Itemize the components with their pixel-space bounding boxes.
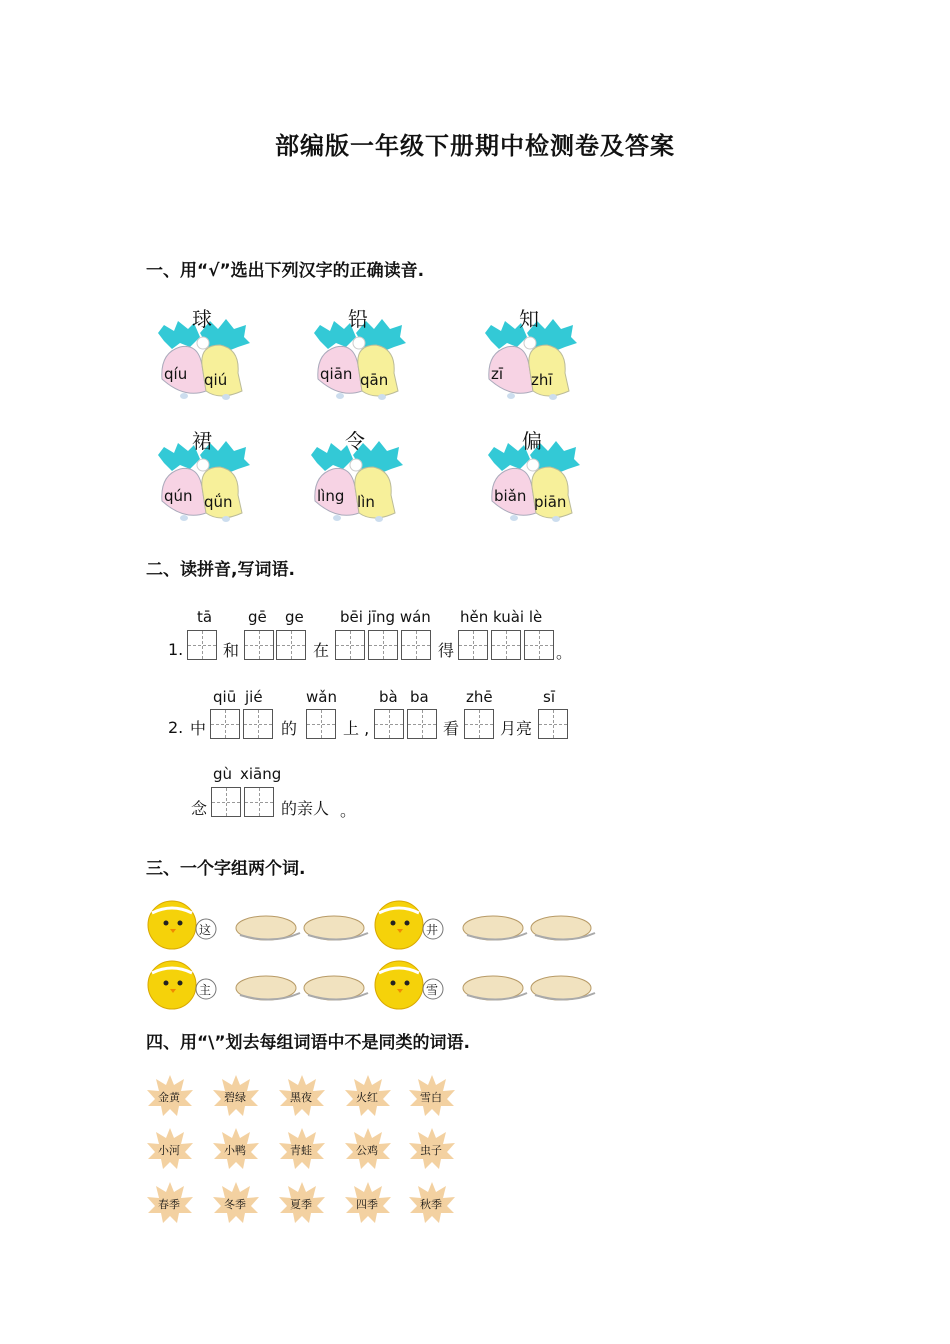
maple-leaf-word[interactable] bbox=[146, 1073, 198, 1121]
maple-leaf-word[interactable] bbox=[146, 1126, 198, 1174]
writing-box[interactable] bbox=[243, 709, 273, 739]
section1-heading: 一、用“√”选出下列汉字的正确读音. bbox=[146, 261, 425, 281]
pinyin: bēi jīng wán bbox=[340, 608, 431, 626]
bell-choice bbox=[480, 425, 600, 535]
maple-leaf-word[interactable] bbox=[212, 1126, 264, 1174]
bell-choice bbox=[150, 425, 270, 535]
writing-box[interactable] bbox=[524, 630, 554, 660]
pinyin: xiāng bbox=[240, 765, 282, 783]
word: 看 bbox=[443, 719, 460, 738]
word-label: 夏季 bbox=[290, 1198, 312, 1211]
word-label: 火红 bbox=[356, 1091, 378, 1104]
page-title: 部编版一年级下册期中检测卷及答案 bbox=[275, 132, 675, 160]
pinyin: ge bbox=[285, 608, 304, 626]
pinyin-option-a[interactable]: lìng bbox=[317, 487, 345, 505]
writing-box[interactable] bbox=[401, 630, 431, 660]
word: 。 bbox=[556, 643, 573, 662]
pinyin-option-b[interactable]: zhī bbox=[531, 371, 553, 389]
word: 的亲人 bbox=[281, 799, 330, 818]
word-label: 四季 bbox=[356, 1198, 378, 1211]
word: 的 bbox=[281, 719, 298, 738]
writing-box[interactable] bbox=[244, 630, 274, 660]
writing-box[interactable] bbox=[464, 709, 494, 739]
pinyin-option-a[interactable]: biǎn bbox=[494, 487, 527, 505]
maple-leaf-word[interactable] bbox=[344, 1073, 396, 1121]
writing-box[interactable] bbox=[368, 630, 398, 660]
word-label: 碧绿 bbox=[224, 1091, 246, 1104]
answer-seed-box[interactable] bbox=[459, 973, 525, 1003]
given-character: 雪 bbox=[426, 983, 439, 997]
chinese-character: 令 bbox=[345, 429, 365, 453]
word: 和 bbox=[223, 641, 240, 660]
pinyin: qiū bbox=[213, 688, 237, 706]
maple-leaf-word[interactable] bbox=[278, 1126, 330, 1174]
word: 得 bbox=[438, 641, 455, 660]
answer-seed-box[interactable] bbox=[232, 913, 298, 943]
bell-choice bbox=[306, 303, 426, 413]
word-label: 黑夜 bbox=[290, 1091, 312, 1104]
writing-box[interactable] bbox=[211, 787, 241, 817]
given-character: 主 bbox=[199, 983, 212, 997]
pinyin-option-a[interactable]: qiān bbox=[320, 365, 353, 383]
section4-heading: 四、用“\”划去每组词语中不是同类的词语. bbox=[146, 1033, 471, 1053]
word: 月亮 bbox=[500, 719, 533, 738]
answer-seed-box[interactable] bbox=[527, 973, 593, 1003]
pinyin-option-b[interactable]: lìn bbox=[357, 493, 375, 511]
pinyin-option-a[interactable]: qún bbox=[164, 487, 193, 505]
writing-box[interactable] bbox=[458, 630, 488, 660]
maple-leaf-word[interactable] bbox=[344, 1180, 396, 1228]
answer-seed-box[interactable] bbox=[527, 913, 593, 943]
pinyin: sī bbox=[543, 688, 555, 706]
maple-leaf-word[interactable] bbox=[408, 1126, 460, 1174]
word-label: 公鸡 bbox=[356, 1144, 378, 1157]
maple-leaf-word[interactable] bbox=[344, 1126, 396, 1174]
word-label: 雪白 bbox=[420, 1091, 442, 1104]
pinyin: hěn kuài lè bbox=[460, 608, 543, 626]
pinyin-option-b[interactable]: piān bbox=[534, 493, 567, 511]
pinyin-option-b[interactable]: qǘn bbox=[204, 493, 233, 511]
word-label: 青蛙 bbox=[290, 1144, 312, 1157]
section2-heading: 二、读拼音,写词语. bbox=[146, 560, 295, 580]
answer-seed-box[interactable] bbox=[232, 973, 298, 1003]
pinyin: ba bbox=[410, 688, 429, 706]
writing-box[interactable] bbox=[244, 787, 274, 817]
bell-choice bbox=[477, 303, 597, 413]
maple-leaf-word[interactable] bbox=[408, 1073, 460, 1121]
word: 念 bbox=[191, 799, 208, 818]
pinyin-option-a[interactable]: qíu bbox=[164, 365, 188, 383]
chick-icon bbox=[373, 955, 439, 1011]
chinese-character: 球 bbox=[192, 307, 212, 331]
pinyin: bà bbox=[379, 688, 398, 706]
given-character: 井 bbox=[426, 923, 439, 937]
writing-box[interactable] bbox=[276, 630, 306, 660]
chick-icon bbox=[146, 955, 212, 1011]
word-label: 虫子 bbox=[420, 1144, 442, 1157]
writing-box[interactable] bbox=[187, 630, 217, 660]
word: 上 , bbox=[343, 719, 370, 738]
word: 在 bbox=[313, 641, 330, 660]
maple-leaf-word[interactable] bbox=[278, 1073, 330, 1121]
maple-leaf-word[interactable] bbox=[146, 1180, 198, 1228]
word-label: 冬季 bbox=[224, 1198, 246, 1211]
given-character: 这 bbox=[199, 923, 212, 937]
pinyin: gù bbox=[213, 765, 233, 783]
word-label: 小鸭 bbox=[224, 1144, 246, 1157]
chick-icon bbox=[146, 895, 212, 951]
pinyin: zhē bbox=[466, 688, 493, 706]
pinyin: gē bbox=[248, 608, 267, 626]
maple-leaf-word[interactable] bbox=[278, 1180, 330, 1228]
bell-choice bbox=[150, 303, 270, 413]
answer-seed-box[interactable] bbox=[459, 913, 525, 943]
writing-box[interactable] bbox=[538, 709, 568, 739]
maple-leaf-word[interactable] bbox=[212, 1180, 264, 1228]
writing-box[interactable] bbox=[335, 630, 365, 660]
chinese-character: 裙 bbox=[192, 429, 212, 453]
word: 。 bbox=[340, 801, 357, 820]
writing-box[interactable] bbox=[306, 709, 336, 739]
section3-heading: 三、一个字组两个词. bbox=[146, 859, 306, 879]
pinyin-option-b[interactable]: qiú bbox=[204, 371, 228, 389]
pinyin: wǎn bbox=[306, 688, 337, 706]
answer-seed-box[interactable] bbox=[300, 913, 366, 943]
maple-leaf-word[interactable] bbox=[212, 1073, 264, 1121]
writing-box[interactable] bbox=[491, 630, 521, 660]
pinyin: tā bbox=[197, 608, 213, 626]
pinyin: jié bbox=[245, 688, 263, 706]
maple-leaf-word[interactable] bbox=[408, 1180, 460, 1228]
pinyin-option-b[interactable]: qān bbox=[360, 371, 389, 389]
writing-box[interactable] bbox=[374, 709, 404, 739]
writing-box[interactable] bbox=[210, 709, 240, 739]
word: 中 bbox=[190, 719, 207, 738]
pinyin-option-a[interactable]: zī bbox=[491, 365, 504, 383]
line-number: 1. bbox=[168, 640, 184, 659]
chinese-character: 铅 bbox=[348, 307, 368, 331]
writing-box[interactable] bbox=[407, 709, 437, 739]
chick-icon bbox=[373, 895, 439, 951]
word-label: 秋季 bbox=[420, 1198, 442, 1211]
chinese-character: 知 bbox=[519, 307, 539, 331]
word-label: 小河 bbox=[158, 1144, 180, 1157]
line-number: 2. bbox=[168, 718, 184, 737]
chinese-character: 偏 bbox=[522, 429, 542, 453]
word-label: 金黄 bbox=[158, 1091, 180, 1104]
bell-choice bbox=[303, 425, 423, 535]
answer-seed-box[interactable] bbox=[300, 973, 366, 1003]
word-label: 春季 bbox=[158, 1198, 180, 1211]
